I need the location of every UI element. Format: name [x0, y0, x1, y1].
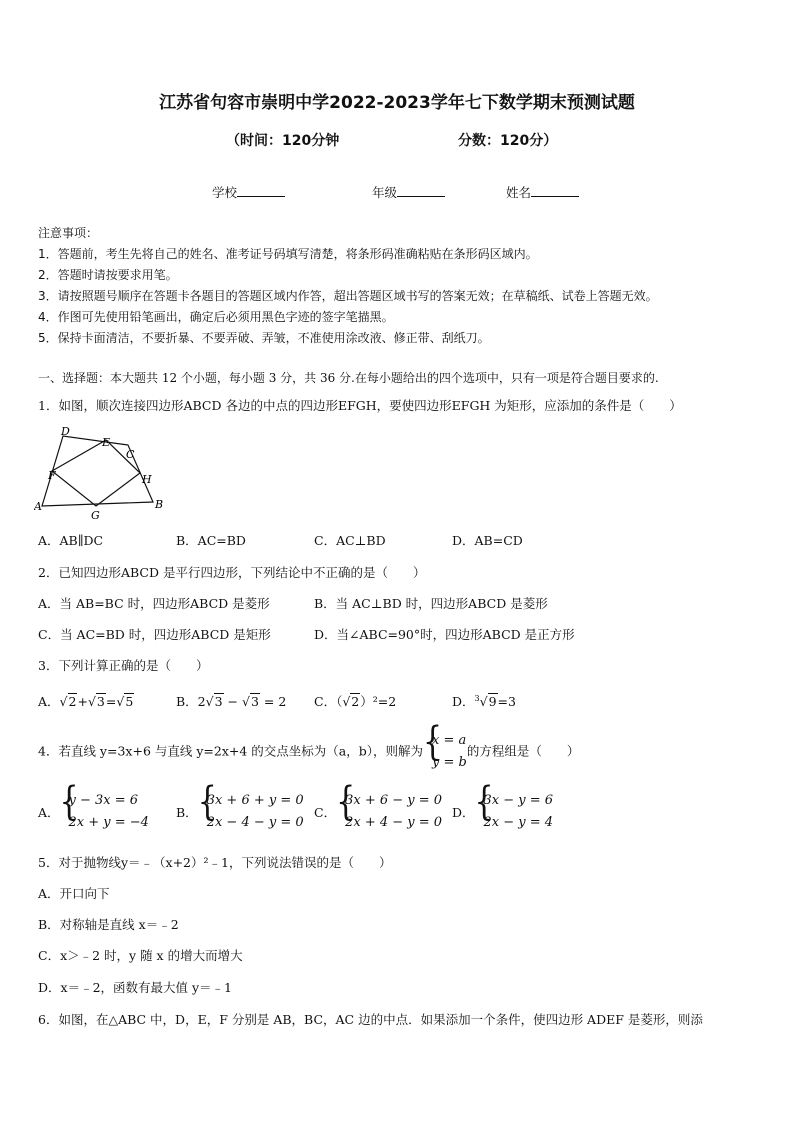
note-item: 4．作图可先使用铅笔画出，确定后必须用黑色字迹的签字笔描黑。: [38, 310, 394, 324]
q5-option-a[interactable]: A．开口向下: [38, 886, 110, 901]
q1-option-c[interactable]: C．AC⊥BD: [314, 533, 386, 548]
label-a: A: [34, 500, 42, 513]
q2-option-c[interactable]: C．当 AC=BD 时，四边形ABCD 是矩形: [38, 627, 271, 642]
section-heading: 一、选择题：本大题共 12 个小题，每小题 3 分，共 36 分.在每小题给出的四个选项中，只有一项是符合题目要求的.: [38, 371, 659, 385]
label-e: E: [102, 436, 111, 449]
note-item: 1．答题前，考生先将自己的姓名、准考证号码填写清楚，将条形码准确粘贴在条形码区域内。: [38, 247, 538, 261]
q4-option-c[interactable]: C． { 3x + 6 − y = 0 2x + 4 − y = 0: [314, 779, 443, 830]
q3-option-c[interactable]: C．（√2）²=2: [314, 694, 397, 709]
q2-stem: 2．已知四边形ABCD 是平行四边形，下列结论中不正确的是（ ）: [38, 565, 426, 580]
school-field: 学校: [212, 183, 285, 201]
q3-option-b[interactable]: B．2√3 − √3 = 2: [176, 694, 287, 709]
page-title: 江苏省句容市崇明中学2022-2023学年七下数学期末预测试题: [159, 93, 635, 113]
note-item: 3．请按照题号顺序在答题卡各题目的答题区域内作答，超出答题区域书写的答案无效；在草稿纸、试卷上答题无效。: [38, 289, 658, 303]
q1-option-d[interactable]: D．AB=CD: [452, 533, 523, 548]
notes-heading: 注意事项：: [38, 226, 99, 240]
q6-stem: 6．如图，在△ABC 中，D，E，F 分别是 AB，BC，AC 边的中点．如果添加一个条件，使四边形 ADEF 是菱形，则添: [38, 1012, 703, 1027]
q4-option-a[interactable]: A． { y − 3x = 6 2x + y = −4: [38, 779, 149, 830]
q4-stem: 4．若直线 y=3x+6 与直线 y=2x+4 的交点坐标为（a，b），则解为 { x = a y = b 的方程组是（ ）: [38, 719, 580, 770]
q5-option-c[interactable]: C．x＞﹣2 时，y 随 x 的增大而增大: [38, 948, 243, 963]
q2-option-b[interactable]: B．当 AC⊥BD 时，四边形ABCD 是菱形: [314, 596, 548, 611]
q3-stem: 3．下列计算正确的是（ ）: [38, 658, 209, 673]
q1-option-b[interactable]: B．AC=BD: [176, 533, 246, 548]
q1-option-a[interactable]: A．AB∥DC: [38, 533, 104, 548]
name-field: 姓名: [506, 183, 579, 201]
score-label: 分数：120分）: [458, 133, 558, 149]
q5-stem: 5．对于抛物线y＝﹣（x+2）²﹣1，下列说法错误的是（ ）: [38, 855, 392, 870]
time-label: （时间：120分钟: [226, 133, 340, 149]
q5-option-b[interactable]: B．对称轴是直线 x＝﹣2: [38, 917, 179, 932]
q3-option-d[interactable]: D．$^3$√9=3: [452, 693, 516, 709]
note-item: 5．保持卡面清洁，不要折暴、不要弄破、弄皱，不准使用涂改液、修正带、刮纸刀。: [38, 331, 490, 345]
label-c: C: [126, 448, 135, 461]
q2-option-d[interactable]: D．当∠ABC=90°时，四边形ABCD 是正方形: [314, 627, 575, 642]
q1-stem: 1．如图，顺次连接四边形ABCD 各边的中点的四边形EFGH，要使四边形EFGH 为矩形，应添加的条件是（ ）: [38, 398, 682, 413]
q4-option-b[interactable]: B． { 3x + 6 + y = 0 2x − 4 − y = 0: [176, 779, 304, 830]
label-f: F: [48, 469, 56, 482]
label-h: H: [142, 473, 152, 486]
quad-abcd: [42, 436, 153, 506]
q4-option-d[interactable]: D． { 3x − y = 6 2x − y = 4: [452, 779, 554, 830]
label-g: G: [91, 509, 100, 522]
note-item: 2．答题时请按要求用笔。: [38, 268, 178, 282]
q3-option-a[interactable]: A．√2+√3=√5: [38, 694, 134, 709]
grade-field: 年级: [372, 183, 445, 201]
label-d: D: [61, 425, 70, 438]
label-b: B: [155, 498, 164, 511]
q2-option-a[interactable]: A．当 AB=BC 时，四边形ABCD 是菱形: [38, 596, 270, 611]
q1-figure: [34, 420, 168, 522]
q5-option-d[interactable]: D．x＝﹣2，函数有最大值 y＝﹣1: [38, 980, 233, 995]
